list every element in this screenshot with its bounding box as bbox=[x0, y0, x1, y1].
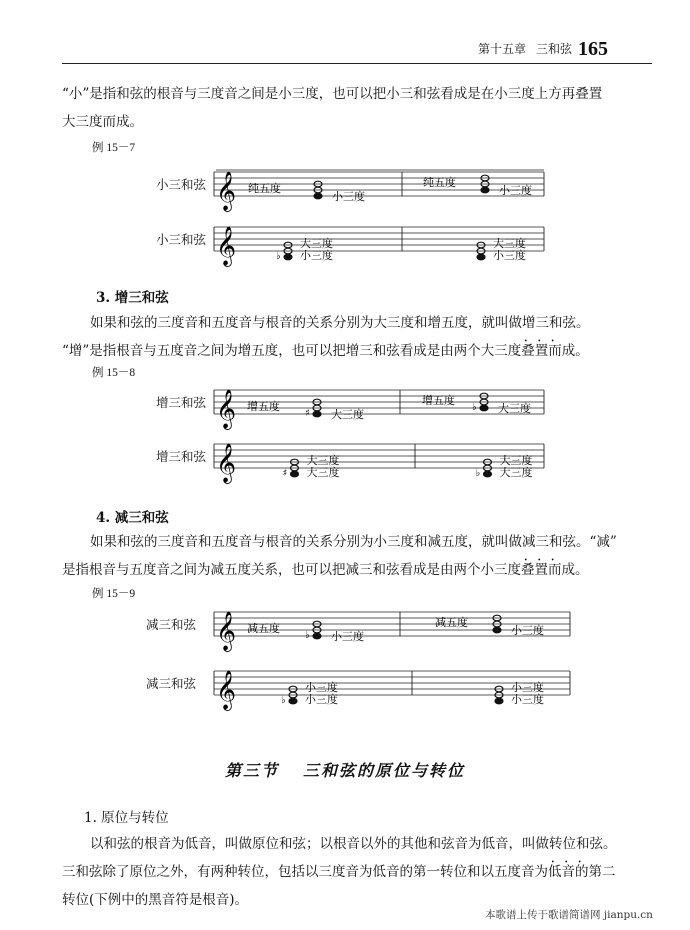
interval-label: 减五度 bbox=[435, 616, 468, 629]
footer-watermark: 本歌谱上传于歌谱简谱网 jianpu.cn bbox=[485, 909, 653, 921]
staff bbox=[0, 221, 690, 281]
interval-label: 纯五度 bbox=[423, 176, 456, 189]
interval-label: 大三度 bbox=[331, 408, 364, 421]
term-inversion: 转位和弦 • • • bbox=[549, 836, 603, 852]
music-staff-row bbox=[0, 166, 690, 226]
staff bbox=[0, 606, 690, 666]
chord-type-label: 增三和弦 bbox=[156, 395, 207, 410]
interval-label: 小三度 bbox=[300, 249, 333, 262]
staff bbox=[0, 166, 690, 226]
aug-paragraph bbox=[62, 309, 652, 365]
text-line: “小”是指和弦的根音与三度音之间是小三度，也可以把小三和弦看成是在小三度上方再叠置 bbox=[62, 86, 603, 102]
chapter-label: 第十五章 bbox=[478, 42, 527, 56]
accidental-icon: ♭ bbox=[281, 695, 286, 706]
subsection-dim: 4. 减三和弦 bbox=[96, 510, 169, 526]
example-label: 例 15－9 bbox=[92, 588, 136, 600]
interval-label: 小三度 bbox=[493, 249, 526, 262]
subsection-aug: 3. 增三和弦 bbox=[96, 290, 169, 306]
note-head bbox=[484, 471, 492, 477]
accidental-icon: ♭ bbox=[276, 251, 281, 262]
interval-label: 大三度 bbox=[300, 237, 333, 250]
section-label: 三和弦 bbox=[536, 42, 573, 56]
inversion-paragraph bbox=[62, 830, 652, 914]
section-heading bbox=[0, 758, 690, 781]
text-line: 以和弦的根音为低音，叫做原位和弦；以根音以外的其他和弦音为低音，叫做转位和弦 • • •。 bbox=[62, 830, 652, 858]
chord-type-label: 减三和弦 bbox=[146, 676, 197, 691]
music-staff-row bbox=[0, 606, 690, 666]
accidental-icon: ♭ bbox=[305, 630, 310, 641]
staff bbox=[0, 665, 690, 725]
interval-label: 大三度 bbox=[498, 402, 531, 415]
chord-type-label: 增三和弦 bbox=[156, 449, 207, 464]
interval-label: 小三度 bbox=[511, 624, 544, 637]
interval-label: 增五度 bbox=[247, 400, 280, 413]
treble-clef-icon: 𝄞 bbox=[216, 171, 237, 211]
text-line: 如果和弦的三度音和五度音与根音的关系分别为大三度和增五度，就叫做增三和弦 • • •。 bbox=[62, 309, 652, 337]
note-head bbox=[284, 254, 292, 260]
accidental-icon: ♯ bbox=[282, 468, 288, 479]
interval-label: 小三度 bbox=[511, 693, 544, 706]
note-head bbox=[289, 698, 297, 704]
music-staff-row bbox=[0, 438, 690, 498]
note-head bbox=[477, 254, 485, 260]
note-head bbox=[313, 633, 321, 639]
treble-clef-icon: 𝄞 bbox=[216, 670, 237, 710]
accidental-icon: ♭ bbox=[475, 468, 481, 479]
text-line: 是指根音与五度音之间为减五度关系，也可以把减三和弦看成是由两个小三度叠置而成。 bbox=[62, 562, 589, 578]
text-line: “增”是指根音与五度音之间为增五度，也可以把增三和弦看成是由两个大三度叠置而成。 bbox=[62, 343, 589, 359]
page-number: 165 bbox=[578, 38, 609, 60]
term-augmented: 增三和弦 • • • bbox=[522, 315, 576, 331]
text-line: 大三度而成。 bbox=[62, 114, 143, 130]
note-head bbox=[314, 193, 322, 199]
note-head bbox=[495, 698, 503, 704]
accidental-icon: ♭ bbox=[472, 402, 477, 413]
running-header bbox=[478, 38, 608, 61]
note-head bbox=[313, 411, 321, 417]
interval-label: 增五度 bbox=[422, 394, 455, 407]
interval-label: 小三度 bbox=[499, 184, 532, 197]
section-number: 第三节 bbox=[224, 761, 279, 780]
minor-paragraph bbox=[62, 80, 652, 136]
staff bbox=[0, 438, 690, 498]
chord-type-label: 小三和弦 bbox=[156, 177, 207, 192]
interval-label: 纯五度 bbox=[248, 182, 281, 195]
subsection-root-inversion: 1. 原位与转位 bbox=[84, 810, 169, 826]
header-rule bbox=[62, 63, 652, 64]
accidental-icon: ♯ bbox=[305, 408, 310, 419]
text-line: 三和弦除了原位之外，有两种转位，包括以三度音为低音的第一转位和以五度音为低音的第二 bbox=[62, 864, 616, 880]
note-head bbox=[481, 187, 489, 193]
music-staff-row bbox=[0, 221, 690, 281]
note-head bbox=[291, 471, 299, 477]
interval-label: 大三度 bbox=[499, 466, 533, 479]
music-staff-row bbox=[0, 665, 690, 725]
interval-label: 减五度 bbox=[247, 622, 280, 635]
term-diminished: 减三和弦 • • • bbox=[522, 534, 576, 550]
music-staff-row bbox=[0, 384, 690, 444]
treble-clef-icon: 𝄞 bbox=[216, 226, 237, 266]
interval-label: 小三度 bbox=[305, 681, 338, 694]
interval-label: 小三度 bbox=[331, 630, 364, 643]
chord-type-label: 减三和弦 bbox=[146, 617, 197, 632]
interval-label: 小三度 bbox=[305, 693, 338, 706]
note-head bbox=[480, 405, 488, 411]
treble-clef-icon: 𝄞 bbox=[216, 443, 237, 483]
interval-label: 小三度 bbox=[511, 681, 544, 694]
staff bbox=[0, 384, 690, 444]
example-label: 例 15－7 bbox=[92, 142, 136, 154]
text-line: 转位(下例中的黑音符是根音)。 bbox=[62, 892, 249, 908]
interval-label: 大三度 bbox=[306, 466, 340, 479]
note-head bbox=[493, 627, 501, 633]
treble-clef-icon: 𝄞 bbox=[216, 611, 237, 651]
interval-label: 大三度 bbox=[493, 237, 526, 250]
section-title: 三和弦的原位与转位 bbox=[303, 761, 466, 780]
example-label: 例 15－8 bbox=[92, 367, 136, 379]
dim-paragraph bbox=[62, 528, 652, 584]
chord-type-label: 小三和弦 bbox=[156, 232, 207, 247]
treble-clef-icon: 𝄞 bbox=[216, 389, 237, 429]
interval-label: 大三度 bbox=[306, 454, 340, 467]
interval-label: 大三度 bbox=[499, 454, 533, 467]
interval-label: 小三度 bbox=[332, 190, 365, 203]
text-line: 如果和弦的三度音和五度音与根音的关系分别为小三度和减五度，就叫做减三和弦 • • •。“减” bbox=[62, 528, 652, 556]
